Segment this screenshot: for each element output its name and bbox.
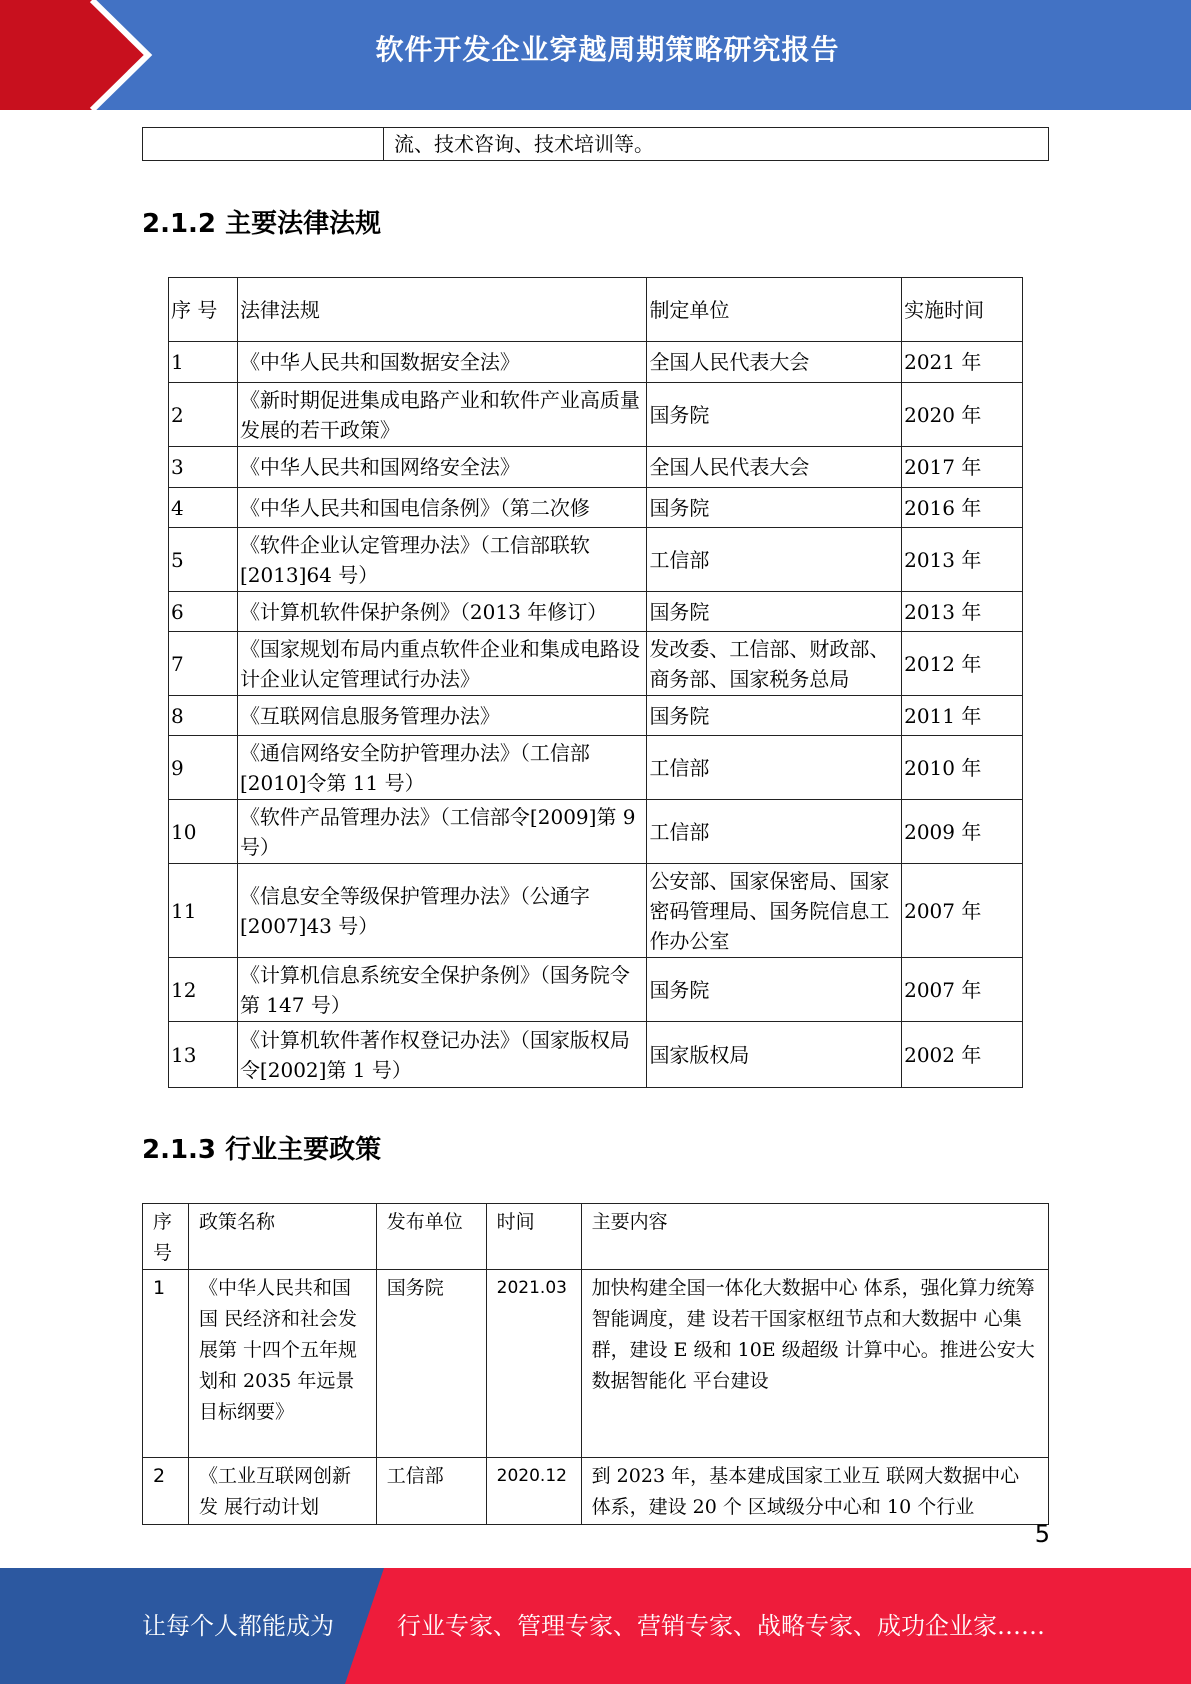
law-year: 2012 年 bbox=[902, 632, 1023, 696]
law-name: 《计算机软件著作权登记办法》（国家版权局令[2002]第 1 号） bbox=[237, 1022, 647, 1088]
section-heading-policies: 2.1.3 行业主要政策 bbox=[142, 1135, 382, 1165]
table-row bbox=[169, 488, 1023, 528]
row-num: 2 bbox=[169, 383, 238, 447]
law-name: 《通信网络安全防护管理办法》（工信部[2010]令第 11 号） bbox=[237, 736, 647, 800]
law-year: 2020 年 bbox=[902, 383, 1023, 447]
law-name: 《中华人民共和国数据安全法》 bbox=[237, 342, 647, 383]
law-name: 《国家规划布局内重点软件企业和集成电路设计企业认定管理试行办法》 bbox=[237, 632, 647, 696]
report-title: 软件开发企业穿越周期策略研究报告 bbox=[375, 33, 840, 66]
table-header-row bbox=[169, 278, 1023, 342]
table-row bbox=[169, 447, 1023, 488]
law-org: 工信部 bbox=[647, 800, 902, 864]
row-num: 1 bbox=[143, 1270, 189, 1458]
law-name: 《计算机软件保护条例》（2013 年修订） bbox=[237, 592, 647, 632]
page-number: 5 bbox=[1034, 1520, 1050, 1548]
row-num: 1 bbox=[169, 342, 238, 383]
table-row bbox=[169, 696, 1023, 736]
law-year: 2013 年 bbox=[902, 528, 1023, 592]
row-num: 12 bbox=[169, 958, 238, 1022]
column-header-policy: 政策名称 bbox=[188, 1204, 376, 1270]
row-num: 13 bbox=[169, 1022, 238, 1088]
law-year: 2016 年 bbox=[902, 488, 1023, 528]
law-name: 《互联网信息服务管理办法》 bbox=[237, 696, 647, 736]
table-header-row bbox=[143, 1204, 1049, 1270]
law-year: 2009 年 bbox=[902, 800, 1023, 864]
law-org: 全国人民代表大会 bbox=[647, 447, 902, 488]
table-row bbox=[169, 958, 1023, 1022]
table-row bbox=[169, 342, 1023, 383]
policy-name: 《中华人民共和国国 民经济和社会发展第 十四个五年规划和 2035 年远景目标纲要》 bbox=[188, 1270, 376, 1458]
table-row bbox=[169, 528, 1023, 592]
law-name: 《计算机信息系统安全保护条例》（国务院令第 147 号） bbox=[237, 958, 647, 1022]
table-row bbox=[169, 592, 1023, 632]
laws-table bbox=[168, 277, 1023, 1088]
law-year: 2017 年 bbox=[902, 447, 1023, 488]
law-org: 工信部 bbox=[647, 736, 902, 800]
law-name: 《软件产品管理办法》（工信部令[2009]第 9 号） bbox=[237, 800, 647, 864]
table-row bbox=[169, 800, 1023, 864]
column-header-num: 序号 bbox=[143, 1204, 189, 1270]
law-year: 2011 年 bbox=[902, 696, 1023, 736]
row-num: 11 bbox=[169, 864, 238, 958]
law-org: 国务院 bbox=[647, 592, 902, 632]
law-org: 全国人民代表大会 bbox=[647, 342, 902, 383]
policy-content: 到 2023 年，基本建成国家工业互 联网大数据中心体系，建设 20 个 区域级分中心和 10 个行业 bbox=[581, 1458, 1048, 1525]
table-row bbox=[169, 383, 1023, 447]
table-row bbox=[169, 1022, 1023, 1088]
law-name: 《中华人民共和国网络安全法》 bbox=[237, 447, 647, 488]
law-org: 发改委、工信部、财政部、商务部、国家税务总局 bbox=[647, 632, 902, 696]
row-num: 6 bbox=[169, 592, 238, 632]
table-row bbox=[143, 1270, 1049, 1458]
column-header-time: 时间 bbox=[486, 1204, 581, 1270]
table-row bbox=[169, 632, 1023, 696]
law-org: 国务院 bbox=[647, 488, 902, 528]
row-num: 7 bbox=[169, 632, 238, 696]
policy-issuer: 工信部 bbox=[376, 1458, 486, 1525]
column-header-law: 法律法规 bbox=[237, 278, 647, 342]
law-name: 《软件企业认定管理办法》（工信部联软[2013]64 号） bbox=[237, 528, 647, 592]
law-org: 公安部、国家保密局、国家密码管理局、国务院信息工作办公室 bbox=[647, 864, 902, 958]
law-year: 2007 年 bbox=[902, 958, 1023, 1022]
table-row bbox=[169, 864, 1023, 958]
law-org: 国家版权局 bbox=[647, 1022, 902, 1088]
law-year: 2021 年 bbox=[902, 342, 1023, 383]
table-row bbox=[143, 128, 1049, 161]
policy-time: 2021.03 bbox=[486, 1270, 581, 1458]
row-num: 4 bbox=[169, 488, 238, 528]
law-name: 《新时期促进集成电路产业和软件产业高质量发展的若干政策》 bbox=[237, 383, 647, 447]
footer-banner bbox=[0, 1568, 1191, 1684]
row-num: 8 bbox=[169, 696, 238, 736]
law-name: 《信息安全等级保护管理办法》（公通字[2007]43 号） bbox=[237, 864, 647, 958]
law-org: 国务院 bbox=[647, 696, 902, 736]
law-name: 《中华人民共和国电信条例》（第二次修 bbox=[237, 488, 647, 528]
policies-table bbox=[142, 1203, 1049, 1525]
policy-issuer: 国务院 bbox=[376, 1270, 486, 1458]
table-cell: 流、技术咨询、技术培训等。 bbox=[384, 128, 1049, 161]
table-row bbox=[169, 736, 1023, 800]
header-banner bbox=[0, 0, 1191, 110]
row-num: 10 bbox=[169, 800, 238, 864]
law-org: 国务院 bbox=[647, 383, 902, 447]
column-header-issuer: 发布单位 bbox=[376, 1204, 486, 1270]
policy-name: 《工业互联网创新发 展行动计划 bbox=[188, 1458, 376, 1525]
footer-slogan-right: 行业专家、管理专家、营销专家、战略专家、成功企业家…… bbox=[397, 1612, 1045, 1640]
continuation-table bbox=[142, 127, 1049, 161]
policy-time: 2020.12 bbox=[486, 1458, 581, 1525]
law-year: 2002 年 bbox=[902, 1022, 1023, 1088]
section-heading-laws: 2.1.2 主要法律法规 bbox=[142, 209, 382, 239]
policy-content: 加快构建全国一体化大数据中心 体系，强化算力统筹智能调度，建 设若干国家枢纽节点和大数据中 心集群，建设 E 级和 10E 级超级 计算中心。推进公安大数据智能化 平台建设 bbox=[581, 1270, 1048, 1458]
column-header-org: 制定单位 bbox=[647, 278, 902, 342]
column-header-year: 实施时间 bbox=[902, 278, 1023, 342]
law-org: 国务院 bbox=[647, 958, 902, 1022]
column-header-num: 序 号 bbox=[169, 278, 238, 342]
row-num: 5 bbox=[169, 528, 238, 592]
row-num: 2 bbox=[143, 1458, 189, 1525]
law-org: 工信部 bbox=[647, 528, 902, 592]
row-num: 9 bbox=[169, 736, 238, 800]
table-cell bbox=[143, 128, 384, 161]
law-year: 2007 年 bbox=[902, 864, 1023, 958]
row-num: 3 bbox=[169, 447, 238, 488]
law-year: 2013 年 bbox=[902, 592, 1023, 632]
table-row bbox=[143, 1458, 1049, 1525]
law-year: 2010 年 bbox=[902, 736, 1023, 800]
column-header-content: 主要内容 bbox=[581, 1204, 1048, 1270]
footer-slogan-left: 让每个人都能成为 bbox=[142, 1612, 334, 1640]
